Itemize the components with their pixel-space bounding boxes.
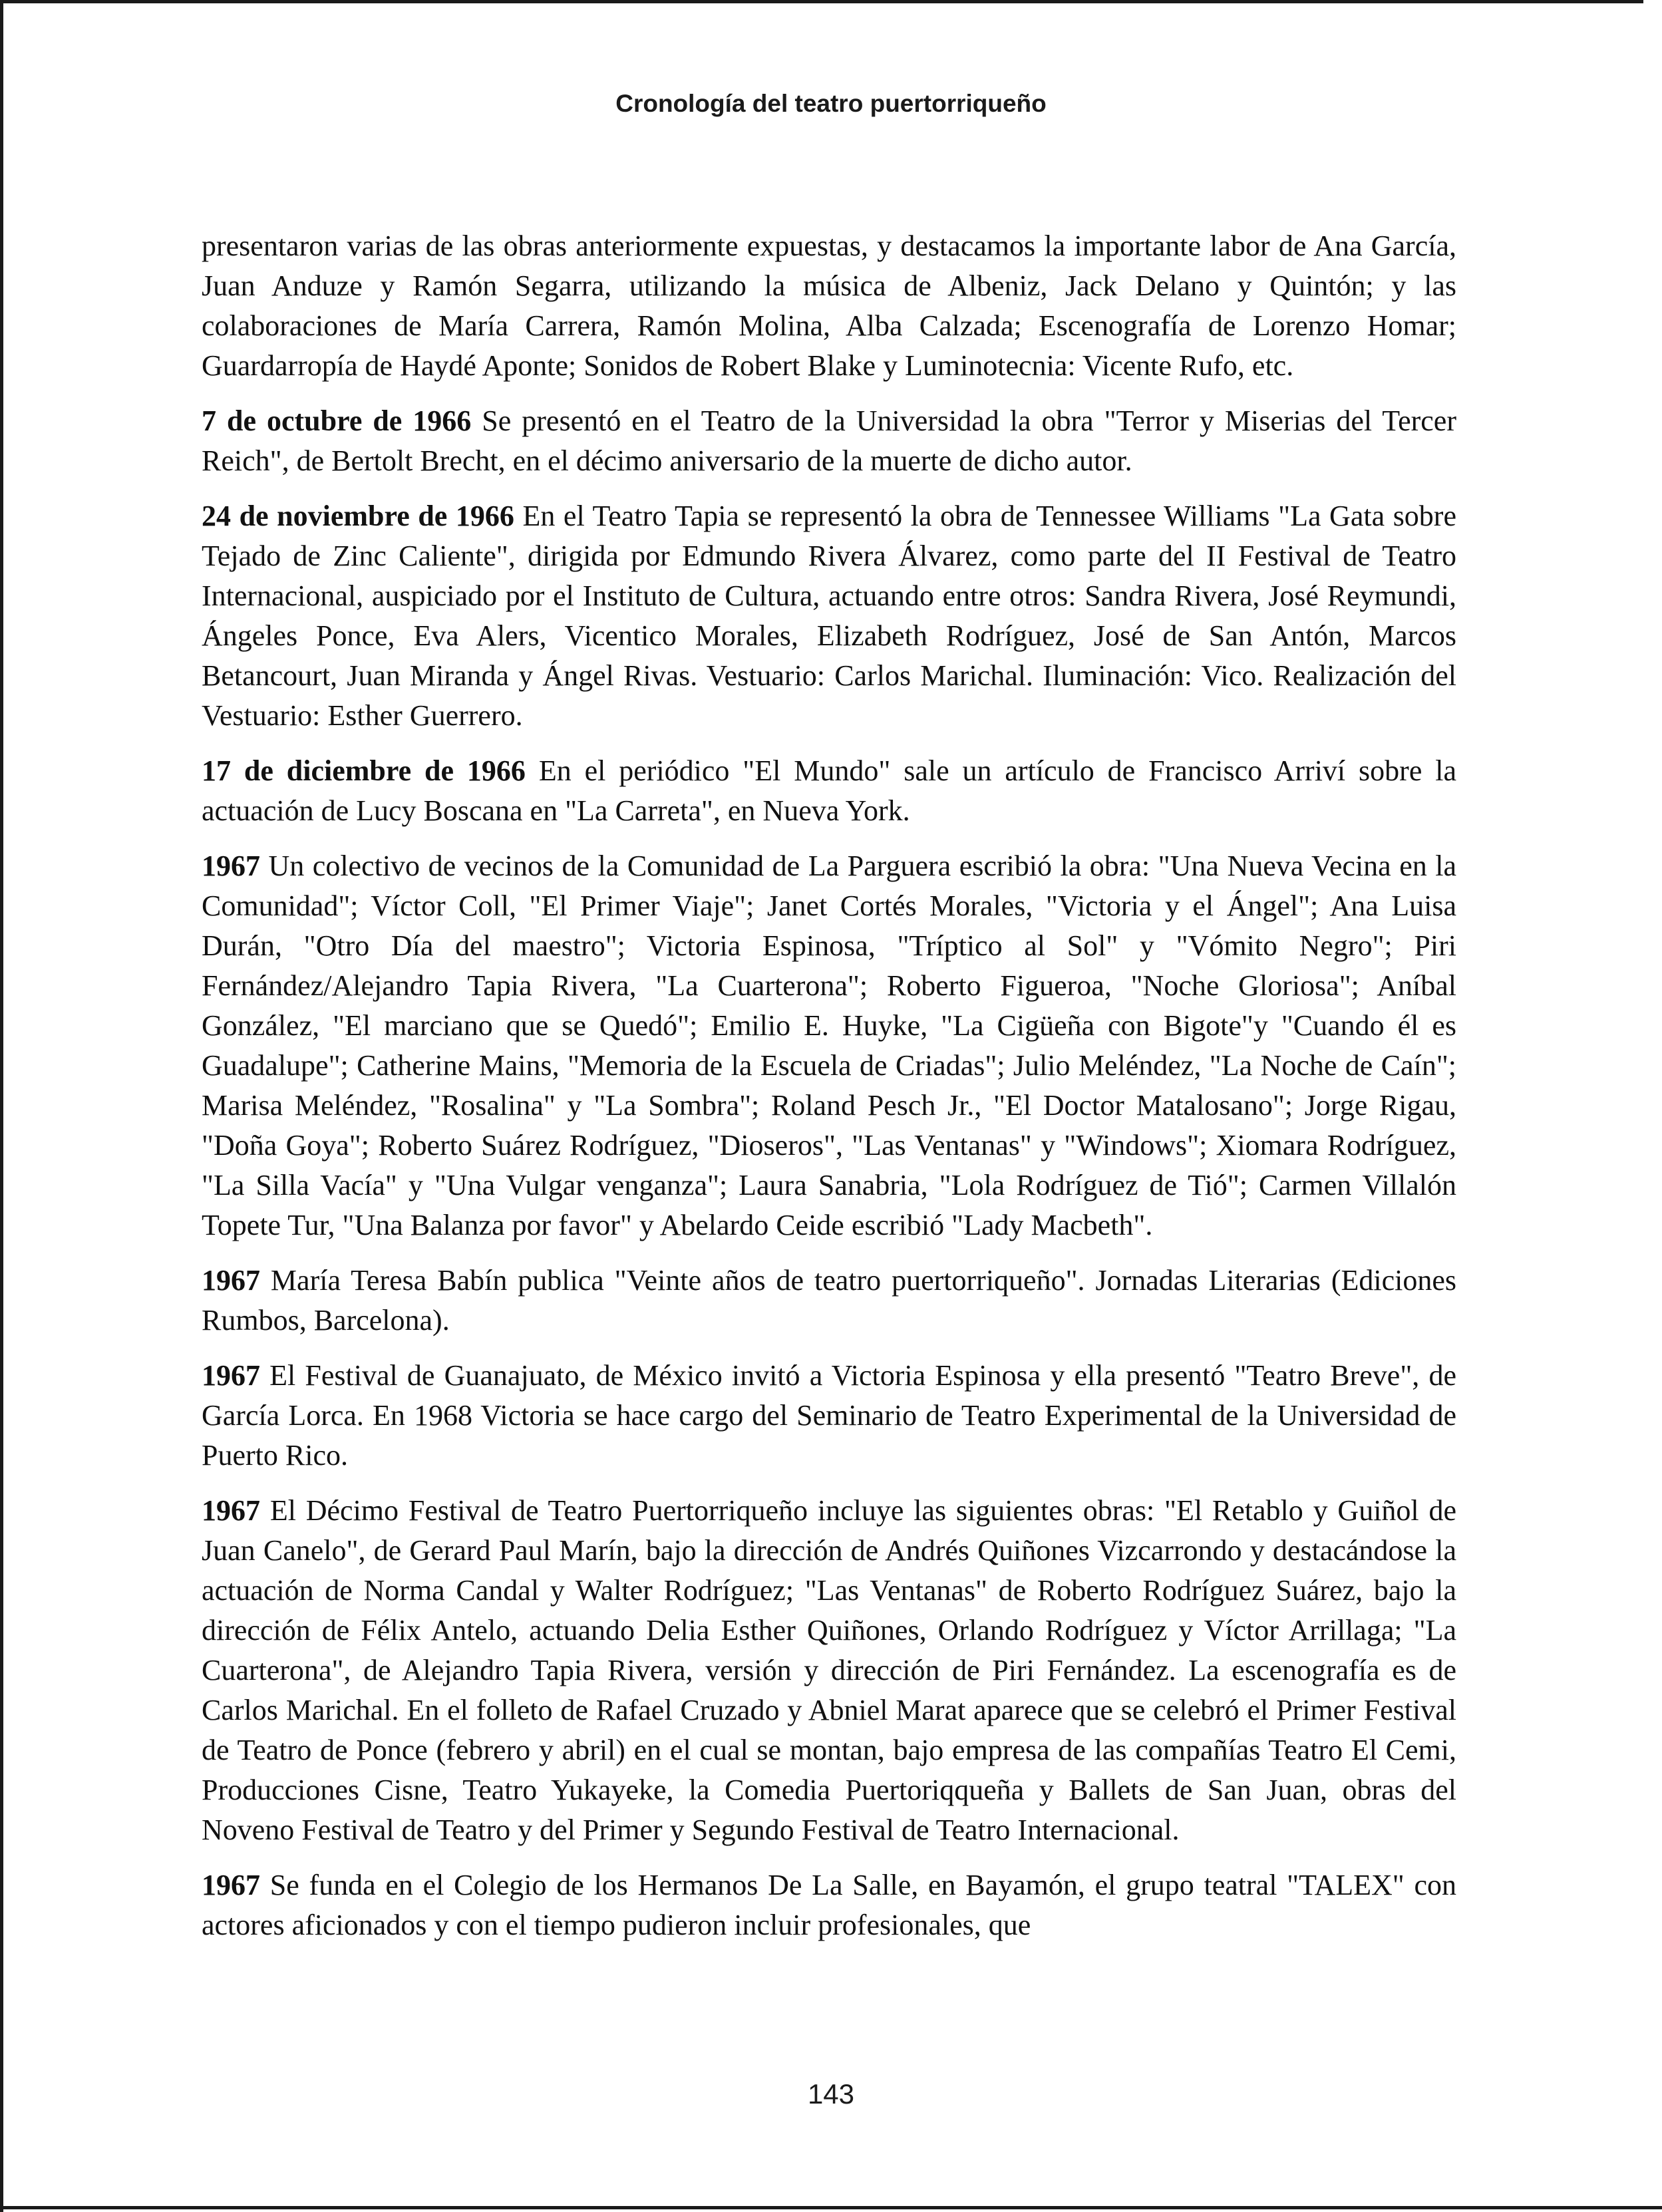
left-border-rule	[0, 0, 3, 2212]
entry-date: 17 de diciembre de 1966	[202, 754, 526, 787]
chronology-entry	[202, 1491, 1456, 1850]
entry-text: El Décimo Festival de Teatro Puertorriqueño incluye las siguientes obras: "El Retablo y Guiñol de Juan Canelo", de Gerard Paul Marín, bajo la dirección de Andrés Quiñones Vizcarrondo y destacándose la actuación de Norma Candal y Walter Rodríguez; "Las Ventanas" de Roberto Rodríguez Suárez, bajo la dirección de Félix Antelo, actuando Delia Esther Quiñones, Orlando Rodríguez y Víctor Arrillaga; "La Cuarterona", de Alejandro Tapia Rivera, versión y dirección de Piri Fernández. La escenografía es de Carlos Marichal. En el folleto de Rafael Cruzado y Abniel Marat aparece que se celebró el Primer Festival de Teatro de Ponce (febrero y abril) en el cual se montan, bajo empresa de las compañías Teatro El Cemi, Producciones Cisne, Teatro Yukayeke, la Comedia Puertoriqqueña y Ballets de San Juan, obras del Noveno Festival de Teatro y del Primer y Segundo Festival de Teatro Internacional.	[202, 1494, 1456, 1846]
entry-date: 1967	[202, 1264, 260, 1297]
paragraph-continuation	[202, 226, 1456, 386]
chronology-entry	[202, 1356, 1456, 1476]
top-border-rule	[0, 0, 1643, 3]
chronology-entry	[202, 846, 1456, 1245]
entry-date: 7 de octubre de 1966	[202, 404, 472, 437]
entry-text: En el Teatro Tapia se representó la obra de Tennessee Williams "La Gata sobre Tejado de Zinc Caliente", dirigida por Edmundo Rivera Álvarez, como parte del II Festival de Teatro Internacional, auspiciado por el Instituto de Cultura, actuando entre otros: Sandra Rivera, José Reymundi, Ángeles Ponce, Eva Alers, Vicentico Morales, Elizabeth Rodríguez, José de San Antón, Marcos Betancourt, Juan Miranda y Ángel Rivas. Vestuario: Carlos Marichal. Iluminación: Vico. Realización del Vestuario: Esther Guerrero.	[202, 500, 1456, 732]
entry-date: 1967	[202, 1359, 260, 1392]
bottom-border-rule	[0, 2206, 1662, 2209]
entry-text: Se presentó en el Teatro de la Universidad la obra "Terror y Miserias del Tercer Reich", de Bertolt Brecht, en el décimo aniversario de la muerte de dicho autor.	[202, 404, 1456, 477]
page-body	[202, 226, 1456, 1961]
entry-date: 1967	[202, 1869, 260, 1901]
entry-text: El Festival de Guanajuato, de México invitó a Victoria Espinosa y ella presentó "Teatro Breve", de García Lorca. En 1968 Victoria se hace cargo del Seminario de Teatro Experimental de la Universidad de Puerto Rico.	[202, 1359, 1456, 1472]
chronology-entry	[202, 751, 1456, 831]
page-number: 143	[807, 2078, 855, 2110]
running-header: Cronología del teatro puertorriqueño	[615, 90, 1047, 117]
entry-text: En el periódico "El Mundo" sale un artículo de Francisco Arriví sobre la actuación de Lucy Boscana en "La Carreta", en Nueva York.	[202, 754, 1456, 827]
entry-text: Se funda en el Colegio de los Hermanos De La Salle, en Bayamón, el grupo teatral "TALEX" con actores aficionados y con el tiempo pudieron incluir profesionales, que	[202, 1869, 1456, 1941]
paragraph-text: presentaron varias de las obras anteriormente expuestas, y destacamos la importante labor de Ana García, Juan Anduze y Ramón Segarra, utilizando la música de Albeniz, Jack Delano y Quintón; y las colaboraciones de María Carrera, Ramón Molina, Alba Calzada; Escenografía de Lorenzo Homar; Guardarropía de Haydé Aponte; Sonidos de Robert Blake y Luminotecnia: Vicente Rufo, etc.	[202, 230, 1456, 382]
chronology-entry	[202, 1261, 1456, 1341]
chronology-entry	[202, 496, 1456, 736]
entry-date: 24 de noviembre de 1966	[202, 500, 514, 532]
entry-date: 1967	[202, 850, 260, 882]
chronology-entry	[202, 401, 1456, 481]
entry-date: 1967	[202, 1494, 260, 1527]
entry-text: Un colectivo de vecinos de la Comunidad de La Parguera escribió la obra: "Una Nueva Vecina en la Comunidad"; Víctor Coll, "El Primer Viaje"; Janet Cortés Morales, "Victoria y el Ángel"; Ana Luisa Durán, "Otro Día del maestro"; Victoria Espinosa, "Tríptico al Sol" y "Vómito Negro"; Piri Fernández/Alejandro Tapia Rivera, "La Cuarterona"; Roberto Figueroa, "Noche Gloriosa"; Aníbal González, "El marciano que se Quedó"; Emilio E. Huyke, "La Cigüeña con Bigote"y "Cuando él es Guadalupe"; Catherine Mains, "Memoria de la Escuela de Criadas"; Julio Meléndez, "La Noche de Caín"; Marisa Meléndez, "Rosalina" y "La Sombra"; Roland Pesch Jr., "El Doctor Matalosano"; Jorge Rigau, "Doña Goya"; Roberto Suárez Rodríguez, "Dioseros", "Las Ventanas" y "Windows"; Xiomara Rodríguez, "La Silla Vacía" y "Una Vulgar venganza"; Laura Sanabria, "Lola Rodríguez de Tió"; Carmen Villalón Topete Tur, "Una Balanza por favor" y Abelardo Ceide escribió "Lady Macbeth".	[202, 850, 1456, 1241]
chronology-entry	[202, 1865, 1456, 1945]
entry-text: María Teresa Babín publica "Veinte años de teatro puertorriqueño". Jornadas Literarias (Ediciones Rumbos, Barcelona).	[202, 1264, 1456, 1337]
